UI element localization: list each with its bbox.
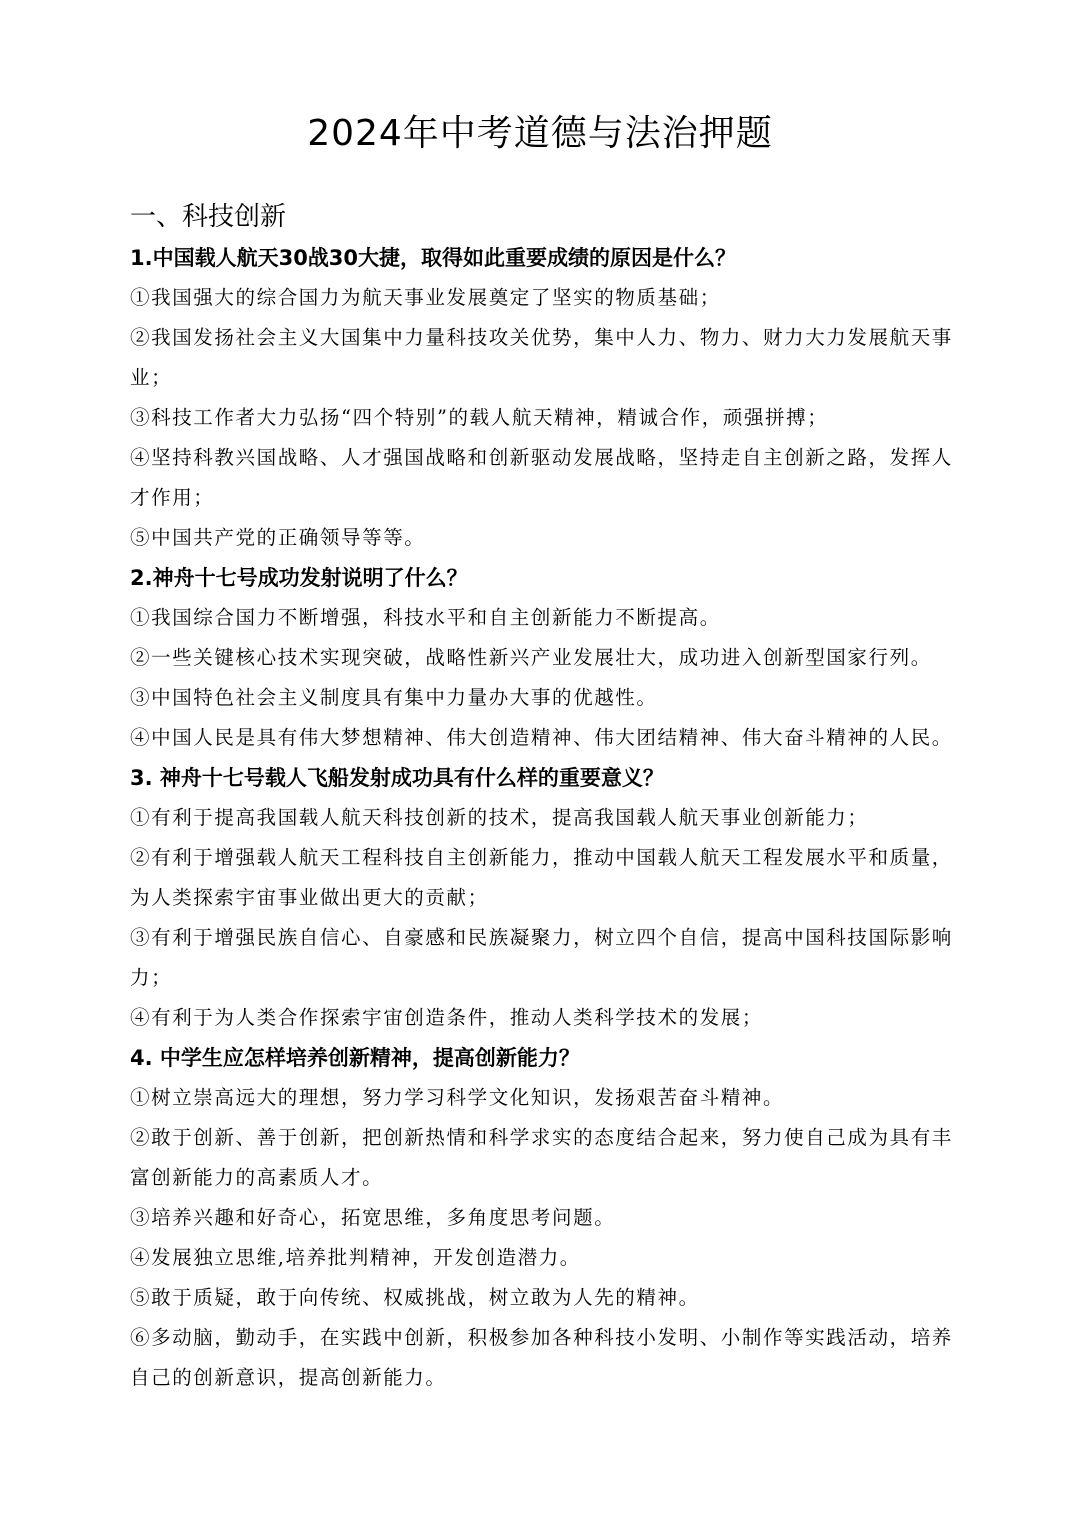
answer-item: ⑤敢于质疑，敢于向传统、权威挑战，树立敢为人先的精神。 (130, 1286, 700, 1309)
answer-item: ②我国发扬社会主义大国集中力量科技攻关优势，集中人力、物力、财力大力发展航天事业； (130, 326, 953, 389)
answer-item: ④发展独立思维,培养批判精神，开发创造潜力。 (130, 1246, 581, 1269)
answer-item: ④坚持科教兴国战略、人才强国战略和创新驱动发展战略，坚持走自主创新之路，发挥人才作用； (130, 446, 953, 509)
answer-item: ④有利于为人类合作探索宇宙创造条件，推动人类科学技术的发展； (130, 1006, 764, 1029)
answer-item: ⑤中国共产党的正确领导等等。 (130, 526, 426, 549)
answer-item: ①树立崇高远大的理想，努力学习科学文化知识，发扬艰苦奋斗精神。 (130, 1086, 785, 1109)
answer-item: ①我国综合国力不断增强，科技水平和自主创新能力不断提高。 (130, 606, 721, 629)
document-title: 2024年中考道德与法治押题 (307, 113, 773, 154)
answer-item: ③科技工作者大力弘扬“四个特别”的载人航天精神，精诚合作，顽强拼搏； (130, 406, 829, 429)
answer-item: ⑥多动脑，勤动手，在实践中创新，积极参加各种科技小发明、小制作等实践活动，培养自己的创新意识，提高创新能力。 (130, 1326, 953, 1389)
question-block (130, 558, 960, 758)
answer-item: ④中国人民是具有伟大梦想精神、伟大创造精神、伟大团结精神、伟大奋斗精神的人民。 (130, 726, 953, 749)
section-heading: 一、科技创新 (130, 202, 287, 232)
question-title: 1.中国载人航天30战30大捷，取得如此重要成绩的原因是什么？ (130, 246, 737, 270)
answer-item: ②一些关键核心技术实现突破，战略性新兴产业发展壮大，成功进入创新型国家行列。 (130, 646, 932, 669)
answer-item: ③中国特色社会主义制度具有集中力量办大事的优越性。 (130, 686, 658, 709)
document-content (130, 196, 960, 1398)
answer-item: ③有利于增强民族自信心、自豪感和民族凝聚力，树立四个自信，提高中国科技国际影响力； (130, 926, 953, 989)
question-title: 4. 中学生应怎样培养创新精神，提高创新能力？ (130, 1046, 580, 1070)
question-block (130, 758, 960, 1038)
question-title: 3. 神舟十七号载人飞船发射成功具有什么样的重要意义？ (130, 766, 664, 790)
question-title: 2.神舟十七号成功发射说明了什么？ (130, 566, 468, 590)
question-block (130, 1038, 960, 1398)
answer-item: ②敢于创新、善于创新，把创新热情和科学求实的态度结合起来，努力使自己成为具有丰富创新能力的高素质人才。 (130, 1126, 953, 1189)
answer-item: ①有利于提高我国载人航天科技创新的技术，提高我国载人航天事业创新能力； (130, 806, 869, 829)
answer-item: ②有利于增强载人航天工程科技自主创新能力，推动中国载人航天工程发展水平和质量，为人类探索宇宙事业做出更大的贡献； (130, 846, 953, 909)
answer-item: ①我国强大的综合国力为航天事业发展奠定了坚实的物质基础； (130, 286, 721, 309)
question-block (130, 238, 960, 558)
answer-item: ③培养兴趣和好奇心，拓宽思维，多角度思考问题。 (130, 1206, 616, 1229)
